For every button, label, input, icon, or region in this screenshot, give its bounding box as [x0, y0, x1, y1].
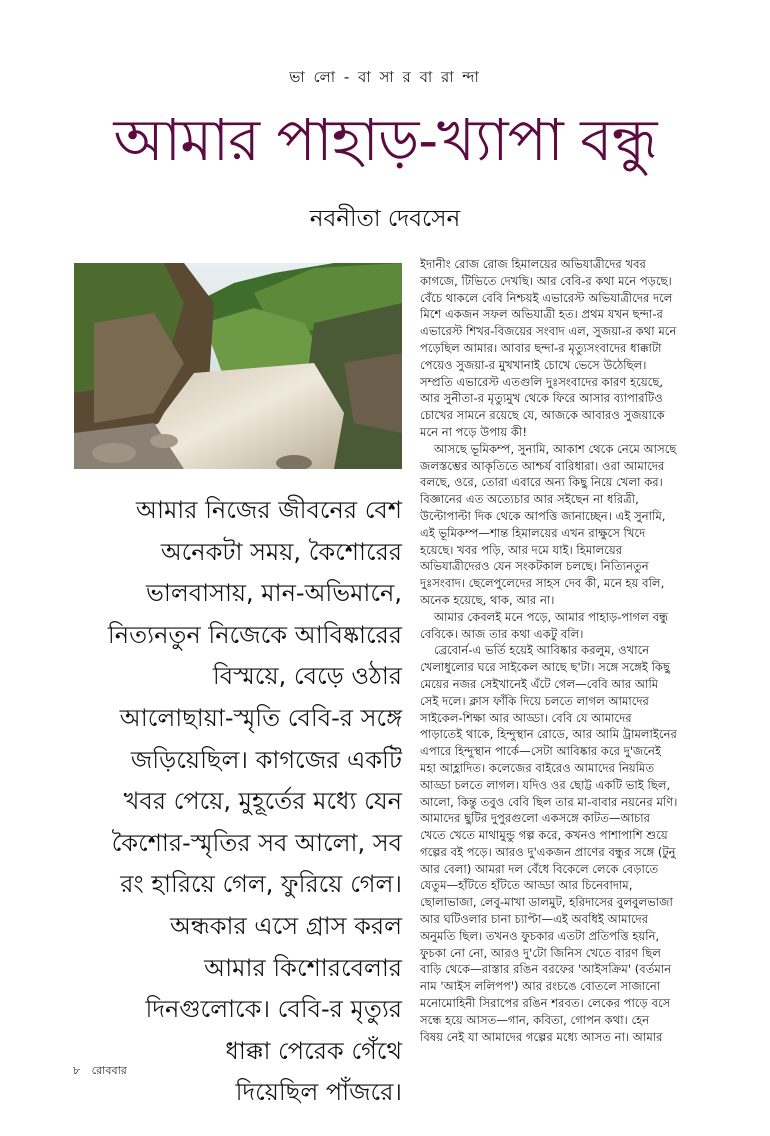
- body-text-line: বেঁচে থাকলে বেবি নিশ্চয়ই এভারেস্ট অভিযাত্রীদের দলে: [420, 290, 673, 305]
- body-text-line: বিষয় নেই যা আমাদের গল্পের মধ্যে আসত না। আমার: [420, 1029, 663, 1044]
- page-number: ৮: [73, 1064, 81, 1077]
- body-text-line: ইদানীং রোজ রোজ হিমালয়ের অভিযাত্রীদের খবর: [420, 257, 646, 271]
- body-text-line: অভিযাত্রীদেরও যেন সংকটকাল চলছে। নিত্যিনতুন: [420, 559, 649, 574]
- pull-quote-line: অন্ধকার এসে গ্রাস করল: [169, 911, 402, 940]
- body-text-line: বলছে, ওরে, তোরা এবারে অন্য কিছু নিয়ে খেলা কর।: [420, 475, 663, 490]
- pull-quote-line: রং হারিয়ে গেল, ফুরিয়ে গেল।: [120, 870, 402, 899]
- article-title: আমার পাহাড়-খ্যাপা বন্ধু: [113, 106, 657, 174]
- body-text-line: যেতুম—হাঁটতে হাঁটতে আড্ডা আর চিনেবাদাম,: [420, 878, 633, 893]
- body-text-line: অনুমতি ছিল। তখনও ফুচকার এতটা প্রতিপত্তি হয়নি,: [420, 928, 660, 943]
- magazine-name: রোববার: [91, 1064, 127, 1077]
- body-text-line: বেবিকে। আজ তার কথা একটু বলি।: [420, 626, 584, 641]
- body-text-line: আলো, কিন্তু তবুও বেবি ছিল তার মা-বাবার নয়নের মণি।: [420, 794, 678, 809]
- body-text-line: হয়েছে। খবর পড়ি, আর দমে যাই। হিমালয়ের: [420, 542, 623, 557]
- body-text-line: আর সুনীতা-র মৃত্যুমুখ থেকে ফিরে আসার ব্যাপারটিও: [420, 391, 663, 406]
- body-text-line: ব্রেবোর্ন-এ ভর্তি হয়েই আবিষ্কার করলুম, ওখানে: [434, 643, 650, 658]
- body-text-line: আমাদের ছুটির দুপুরগুলো একসঙ্গে কাটত—আচার: [420, 811, 651, 826]
- body-text-line: পাড়াতেই থাকে, হিন্দুস্থান রোডে, আর আমি ট্রামলাইনের: [420, 727, 677, 742]
- pull-quote-line: কৈশোর-স্মৃতির সব আলো, সব: [111, 828, 402, 857]
- pull-quote-line: দিনগুলোকে। বেবি-র মৃত্যুর: [145, 995, 402, 1024]
- body-text-line: উল্টোপাল্টা দিক থেকে আপত্তি জানাচ্ছেন। এই সুনামি,: [420, 508, 666, 523]
- pull-quote-line: দিয়েছিল পাঁজরে।: [235, 1078, 402, 1107]
- body-text-line: আসছে ভূমিকম্প, সুনামি, আকাশ থেকে নেমে আসছে: [434, 441, 677, 456]
- body-text-line: এভারেস্ট শিখর-বিজয়ের সংবাদ এল, সুজয়া-র কথা মনে: [420, 324, 677, 339]
- body-text-line: আমার কেবলই মনে পড়ে, আমার পাহাড়-পাগল বন্ধু: [434, 609, 669, 624]
- page-footer: [73, 1062, 135, 1081]
- body-text-line: মিশে একজন সফল অভিযাত্রী হত। প্রথম যখন ছন্দা-র: [420, 307, 663, 322]
- body-text-line: বিজ্ঞানের এত অত্যেচার আর সইছেন না ধরিত্রী,: [420, 492, 639, 507]
- body-text-line: এপারে হিন্দুস্থান পার্কে—সেটা আবিষ্কার করে দু'জনেই: [420, 744, 662, 759]
- body-text-line: ফুচকা নো নো, আরও দু'টো জিনিস খেতে বারণ ছিল: [420, 945, 661, 960]
- section-kicker: ভা লো - বা সা র বা রা ন্দা: [289, 68, 481, 86]
- pull-quote-line: বিস্ময়ে, বেড়ে ওঠার: [212, 662, 402, 691]
- body-text-line: খেলাধুলোর ঘরে সাইকেল আছে ছ'টা। সঙ্গে সঙ্গেই কিছু: [420, 660, 671, 675]
- body-text-line: মহা আহ্লাদিত। কলেজের বাইরেও আমাদের নিয়মিত: [420, 760, 655, 775]
- body-text-line: সেই দলে। ক্লাস ফাঁকি দিয়ে চলতে লাগল আমাদের: [420, 693, 649, 708]
- mountain-river-photo: [74, 263, 402, 469]
- body-text-line: জলস্তম্ভের আকৃতিতে আশ্চর্য বারিধারা। ওরা আমাদের: [420, 458, 665, 473]
- body-text-line: মেয়ের নজর সেইখানেই এঁটে গেল—বেবি আর আমি: [420, 676, 659, 691]
- body-text-line: খেতে খেতে মাথামুন্ডু গল্প করে, কখনও পাশাপাশি শুয়ে: [420, 828, 668, 843]
- body-text-line: চোখের সামনে রয়েছে যে, আজকে আবারও সুজয়াকে: [420, 408, 665, 423]
- pull-quote-line: খবর পেয়ে, মুহূর্তের মধ্যে যেন: [123, 787, 402, 816]
- body-text-line: মনে না পড়ে উপায় কী!: [420, 424, 528, 439]
- body-text-line: মনোমোহিনী সিরাপের রঙিন শরবত। লেকের পাড়ে বসে: [420, 996, 671, 1011]
- body-text-line: এই ভূমিকম্প—শান্ত হিমালয়ের এখন রাক্ষুসে খিদে: [420, 525, 646, 540]
- body-text-line: কাগজে, টিভিতে দেখছি। আর বেবি-র কথা মনে পড়ছে।: [420, 273, 672, 288]
- body-text-line: সন্ধে হয়ে আসত—গান, কবিতা, গোপন কথা। হেন: [420, 1012, 650, 1027]
- body-text-line: গল্পের বই পড়ে। আরও দু'একজন প্রাণের বন্ধুর সঙ্গে (টুনু: [420, 844, 676, 859]
- pull-quote-line: ধাক্কা পেরেক গেঁথে: [225, 1036, 402, 1065]
- article-body: [420, 256, 720, 1045]
- body-text-line: দুঃসংবাদ। ছেলেপুলেদের সাহস দেব কী, মনে হয় বলি,: [420, 576, 665, 591]
- pull-quote-line: অনেকটা সময়, কৈশোরের: [160, 537, 402, 566]
- body-text-line: সাইকেল-শিক্ষা আর আড্ডা। বেবি যে আমাদের: [420, 710, 632, 725]
- body-text-line: আর বেলা) আমরা দল বেঁধে বিকেলে লেকে বেড়াতে: [420, 861, 659, 876]
- body-text-line: আর ঘটিওলার চানা চ্যাপ্টা—এই অবধিই আমাদের: [420, 912, 649, 927]
- pull-quote-line: নিত্যনতুন নিজেকে আবিষ্কারের: [107, 620, 402, 649]
- body-text-line: পড়েছিল আমার। আবার ছন্দা-র মৃত্যুসংবাদের ধাক্কাটা: [420, 340, 662, 355]
- pull-quote-line: ভালবাসায়, মান-অভিমানে,: [146, 579, 402, 608]
- body-text-line: ছোলাভাজা, লেবু-মাখা ডালমুট, হরিদাসের বুলবুলভাজা: [420, 895, 673, 910]
- body-text-line: নাম 'আইস ললিপপ') আর রংচঙে বোতলে সাজানো: [420, 979, 661, 994]
- body-text-line: সম্প্রতি এভারেস্ট এতগুলি দুঃসংবাদের কারণ হয়েছে,: [420, 374, 664, 389]
- pull-quote-line: আমার নিজের জীবনের বেশ: [135, 496, 402, 524]
- pull-quote-line: জড়িয়েছিল। কাগজের একটি: [130, 745, 402, 774]
- body-text-line: আড্ডা চলতে লাগল। যদিও ওর ছোট্ট একটি ভাই ছিল,: [420, 777, 671, 792]
- body-text-line: অনেক হয়েছে, থাক, আর না।: [420, 592, 555, 607]
- body-text-line: বাড়ি থেকে—রাস্তার রঙিন বরফের 'আইসক্রিম' (বর্তমান: [420, 962, 672, 977]
- author-byline: নবনীতা দেবসেন: [309, 206, 461, 232]
- body-text-line: পেয়েও সুজয়া-র মুখখানাই চোখে ভেসে উঠেছিল।: [420, 357, 647, 372]
- pull-quote-line: আলোছায়া-স্মৃতি বেবি-র সঙ্গে: [119, 703, 402, 732]
- pull-quote: [60, 490, 402, 1114]
- pull-quote-line: আমার কিশোরবেলার: [204, 953, 402, 982]
